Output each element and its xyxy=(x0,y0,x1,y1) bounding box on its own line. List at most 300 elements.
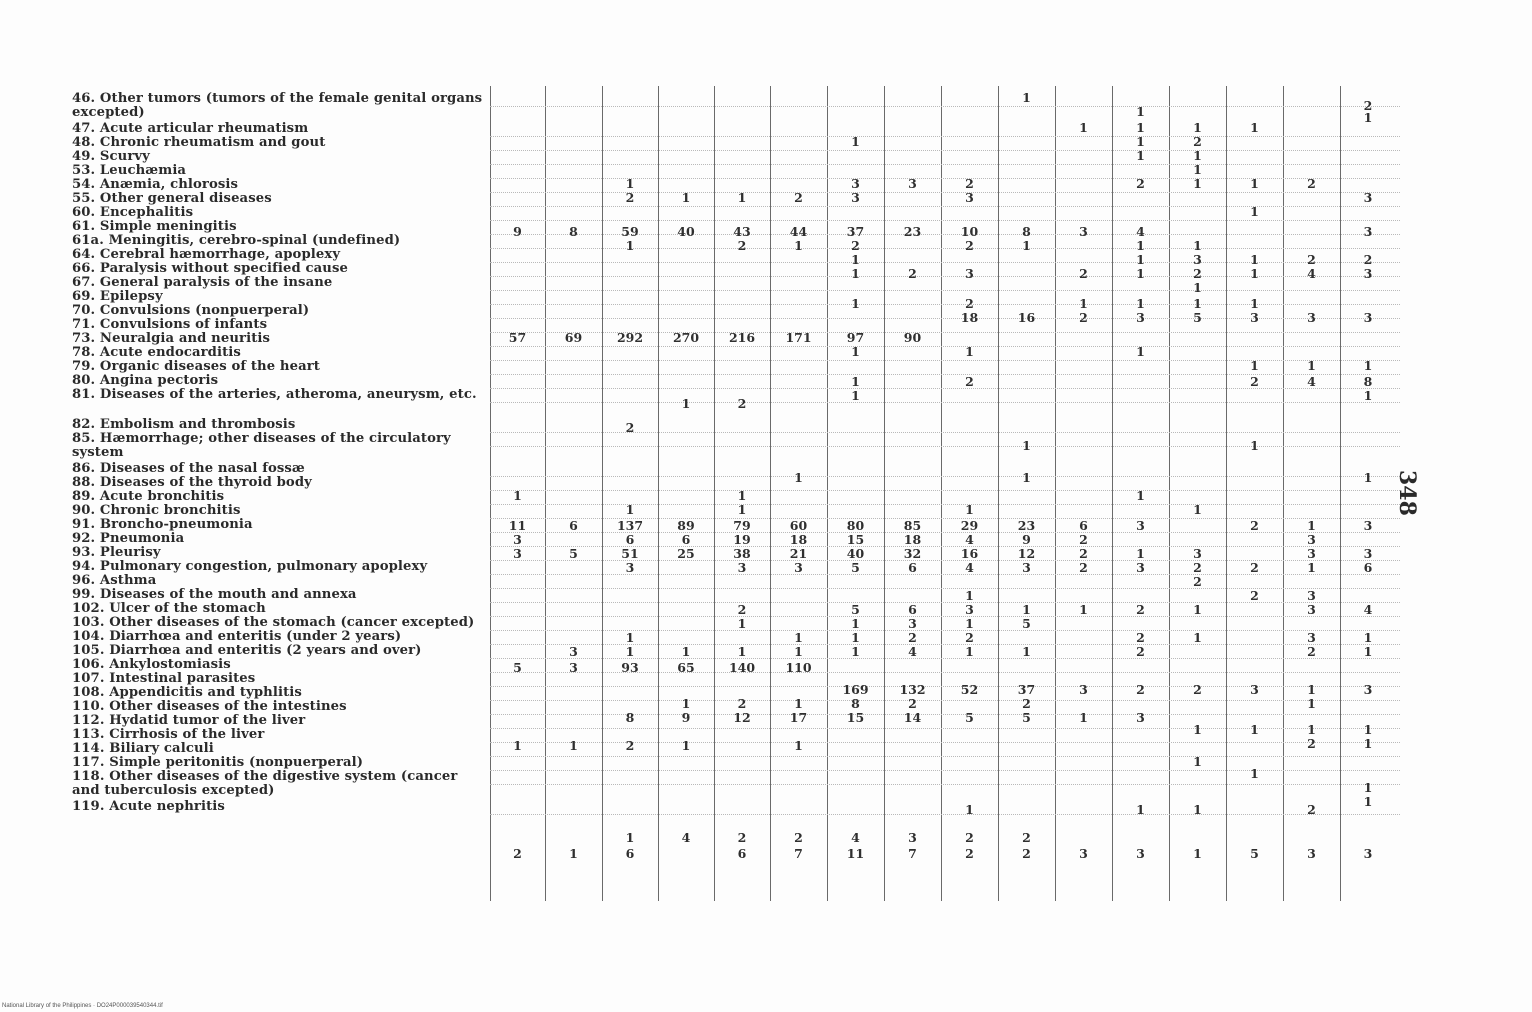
table-cell-value: 1 xyxy=(1022,238,1031,253)
table-cell-value: 1 xyxy=(737,190,747,205)
table-cell-value: 1 xyxy=(1136,238,1145,253)
table-cell-value: 29 xyxy=(960,518,979,533)
table-cell-value: 3 xyxy=(1250,682,1259,697)
table-cell-value: 5 xyxy=(1250,846,1259,861)
table-cell-value: 2 xyxy=(965,374,974,389)
row-label: 103. Other diseases of the stomach (cancer excepted) xyxy=(72,615,475,630)
table-cell-value: 1 xyxy=(851,630,860,645)
table-cell-value: 2 xyxy=(908,630,917,645)
row-label: 67. General paralysis of the insane xyxy=(72,275,333,290)
table-cell-value: 1 xyxy=(569,846,578,861)
row-label: 48. Chronic rheumatism and gout xyxy=(72,135,326,150)
column-rule xyxy=(1169,86,1170,901)
table-cell-value: 80 xyxy=(846,518,865,533)
row-label: 93. Pleurisy xyxy=(72,545,161,560)
table-cell-value: 5 xyxy=(851,602,860,617)
table-cell-value: 1 xyxy=(1136,344,1145,359)
table-cell-value: 1 xyxy=(1022,602,1031,617)
table-cell-value: 6 xyxy=(1079,518,1088,533)
table-cell-value: 1 xyxy=(965,644,974,659)
table-cell-value: 1 xyxy=(1193,802,1202,817)
table-cell-value: 1 xyxy=(794,630,803,645)
row-label: 108. Appendicitis and typhlitis xyxy=(72,685,302,700)
table-cell-value: 3 xyxy=(965,190,974,205)
table-cell-value: 2 xyxy=(1079,310,1088,325)
table-cell-value: 2 xyxy=(1307,644,1316,659)
table-cell-value: 3 xyxy=(1363,682,1373,697)
row-label: 114. Biliary calculi xyxy=(72,741,214,756)
table-cell-value: 1 xyxy=(569,738,578,753)
table-cell-value: 2 xyxy=(1307,802,1316,817)
page-number: 348 xyxy=(1394,470,1420,516)
row-label: 119. Acute nephritis xyxy=(72,799,225,814)
table-cell-value: 5 xyxy=(1193,310,1202,325)
table-cell-value: 1 xyxy=(1136,546,1145,561)
table-cell-value: 2 xyxy=(851,238,860,253)
table-cell-value: 3 xyxy=(1307,532,1316,547)
table-cell-value: 3 xyxy=(625,560,635,575)
row-label: 89. Acute bronchitis xyxy=(72,489,225,504)
table-cell-value: 7 xyxy=(794,846,803,861)
row-label: 81. Diseases of the arteries, atheroma, aneurysm, etc. xyxy=(72,387,477,402)
table-cell-value: 3 xyxy=(1363,846,1373,861)
table-cell-value: 2 xyxy=(1136,644,1145,659)
table-cell-value: 60 xyxy=(789,518,808,533)
table-cell-value: 1 xyxy=(737,616,747,631)
row-label: 102. Ulcer of the stomach xyxy=(72,601,266,616)
table-cell-value: 2 xyxy=(1193,574,1202,589)
row-label: 79. Organic diseases of the heart xyxy=(72,359,320,374)
table-cell-value: 3 xyxy=(1193,252,1202,267)
table-cell-value: 1 xyxy=(794,738,803,753)
table-cell-value: 38 xyxy=(733,546,751,561)
table-cell-value: 97 xyxy=(846,330,865,345)
table-cell-value: 1 xyxy=(1022,90,1031,105)
table-cell-value: 2 xyxy=(1022,846,1031,861)
table-cell-value: 2 xyxy=(1193,266,1202,281)
table-cell-value: 6 xyxy=(1363,560,1373,575)
row-leader xyxy=(490,588,1400,589)
table-cell-value: 2 xyxy=(1079,532,1088,547)
table-cell-value: 3 xyxy=(965,602,974,617)
row-leader xyxy=(490,106,1400,107)
table-cell-value: 11 xyxy=(846,846,865,861)
table-cell-value: 1 xyxy=(1022,644,1031,659)
table-cell-value: 1 xyxy=(1363,794,1373,809)
row-label: 86. Diseases of the nasal fossæ xyxy=(72,461,305,476)
table-cell-value: 1 xyxy=(965,502,974,517)
column-rule xyxy=(545,86,546,901)
column-rule xyxy=(1283,86,1284,901)
row-label: 73. Neuralgia and neuritis xyxy=(72,331,271,346)
row-leader xyxy=(490,700,1400,701)
row-leader xyxy=(490,290,1400,291)
row-label: 49. Scurvy xyxy=(72,149,150,164)
table-cell-value: 2 xyxy=(1250,588,1259,603)
row-leader xyxy=(490,476,1400,477)
row-leader xyxy=(490,346,1400,347)
table-cell-value: 14 xyxy=(903,710,922,725)
table-cell-value: 2 xyxy=(737,238,747,253)
table-cell-value: 2 xyxy=(965,176,974,191)
table-cell-value: 3 xyxy=(1250,310,1259,325)
table-cell-value: 1 xyxy=(1250,358,1259,373)
table-cell-value: 40 xyxy=(846,546,865,561)
table-cell-value: 110 xyxy=(785,660,812,675)
table-cell-value: 2 xyxy=(908,266,917,281)
table-cell-value: 23 xyxy=(1017,518,1036,533)
table-cell-value: 3 xyxy=(1193,546,1202,561)
table-cell-value: 1 xyxy=(1307,722,1316,737)
table-cell-value: 3 xyxy=(794,560,803,575)
table-cell-value: 2 xyxy=(625,738,635,753)
table-cell-value: 51 xyxy=(621,546,639,561)
table-cell-value: 1 xyxy=(1193,722,1202,737)
row-leader xyxy=(490,388,1400,389)
table-cell-value: 3 xyxy=(1136,560,1145,575)
table-cell-value: 1 xyxy=(625,176,635,191)
table-cell-value: 1 xyxy=(1136,266,1145,281)
table-cell-value: 1 xyxy=(851,644,860,659)
table-cell-value: 2 xyxy=(625,190,635,205)
table-cell-value: 1 xyxy=(1136,134,1145,149)
table-cell-value: 3 xyxy=(1079,682,1088,697)
table-cell-value: 1 xyxy=(1193,502,1202,517)
column-rule xyxy=(602,86,603,901)
table-cell-value: 2 xyxy=(1136,630,1145,645)
table-cell-value: 1 xyxy=(1250,722,1259,737)
table-cell-value: 3 xyxy=(737,560,747,575)
table-cell-value: 2 xyxy=(965,630,974,645)
table-cell-value: 65 xyxy=(677,660,695,675)
table-cell-value: 2 xyxy=(513,846,522,861)
row-label: 96. Asthma xyxy=(72,573,157,588)
table-cell-value: 1 xyxy=(851,344,860,359)
row-label: 60. Encephalitis xyxy=(72,205,194,220)
row-label: 106. Ankylostomiasis xyxy=(72,657,231,672)
table-cell-value: 1 xyxy=(1136,252,1145,267)
row-label: 117. Simple peritonitis (nonpuerperal) xyxy=(72,755,364,770)
table-cell-value: 3 xyxy=(908,616,917,631)
table-cell-value: 1 xyxy=(851,296,860,311)
table-cell-value: 44 xyxy=(789,224,808,239)
row-label: 78. Acute endocarditis xyxy=(72,345,241,360)
table-cell-value: 1 xyxy=(965,802,974,817)
table-cell-value: 6 xyxy=(625,532,635,547)
table-cell-value: 1 xyxy=(1363,780,1373,795)
row-label: 80. Angina pectoris xyxy=(72,373,219,388)
table-cell-value: 1 xyxy=(1363,644,1373,659)
table-cell-value: 1 xyxy=(1193,754,1202,769)
table-cell-value: 3 xyxy=(1307,846,1316,861)
row-leader xyxy=(490,150,1400,151)
table-cell-value: 18 xyxy=(903,532,922,547)
table-cell-value: 2 xyxy=(1022,830,1031,845)
row-leader xyxy=(490,784,1400,785)
column-rule xyxy=(1055,86,1056,901)
column-rule xyxy=(941,86,942,901)
table-cell-value: 1 xyxy=(1079,710,1088,725)
table-cell-value: 1 xyxy=(1307,560,1316,575)
table-cell-value: 1 xyxy=(794,470,803,485)
table-cell-value: 23 xyxy=(903,224,922,239)
table-cell-value: 2 xyxy=(1363,252,1373,267)
table-cell-value: 1 xyxy=(737,488,747,503)
column-rule xyxy=(490,86,491,901)
table-cell-value: 2 xyxy=(1136,176,1145,191)
table-cell-value: 3 xyxy=(908,176,917,191)
table-cell-value: 1 xyxy=(1363,470,1373,485)
column-rule xyxy=(827,86,828,901)
table-cell-value: 137 xyxy=(616,518,644,533)
column-rule xyxy=(658,86,659,901)
row-label: 104. Diarrhœa and enteritis (under 2 years) xyxy=(72,629,402,644)
table-cell-value: 8 xyxy=(1022,224,1031,239)
table-cell-value: 1 xyxy=(1193,630,1202,645)
table-cell-value: 3 xyxy=(1079,846,1088,861)
table-cell-value: 1 xyxy=(1193,238,1202,253)
table-cell-value: 15 xyxy=(846,532,865,547)
table-cell-value: 12 xyxy=(733,710,751,725)
table-cell-value: 2 xyxy=(1307,252,1316,267)
row-leader xyxy=(490,490,1400,491)
table-cell-value: 1 xyxy=(851,252,860,267)
table-cell-value: 5 xyxy=(513,660,522,675)
table-cell-value: 2 xyxy=(1250,374,1259,389)
table-cell-value: 1 xyxy=(851,266,860,281)
table-cell-value: 1 xyxy=(681,696,691,711)
table-cell-value: 3 xyxy=(1363,190,1373,205)
table-cell-value: 2 xyxy=(1079,560,1088,575)
table-cell-value: 2 xyxy=(1136,602,1145,617)
table-cell-value: 1 xyxy=(1193,602,1202,617)
table-cell-value: 4 xyxy=(1307,266,1316,281)
table-cell-value: 1 xyxy=(625,830,635,845)
table-cell-value: 1 xyxy=(1250,438,1259,453)
table-cell-value: 1 xyxy=(513,738,522,753)
column-rule xyxy=(1112,86,1113,901)
table-cell-value: 1 xyxy=(965,588,974,603)
row-label: 94. Pulmonary congestion, pulmonary apoplexy xyxy=(72,559,428,574)
table-cell-value: 2 xyxy=(1022,696,1031,711)
table-cell-value: 52 xyxy=(960,682,979,697)
table-cell-value: 1 xyxy=(1307,518,1316,533)
table-cell-value: 3 xyxy=(1136,710,1145,725)
table-cell-value: 5 xyxy=(965,710,974,725)
table-cell-value: 169 xyxy=(842,682,869,697)
table-cell-value: 5 xyxy=(569,546,578,561)
table-cell-value: 1 xyxy=(1250,120,1259,135)
table-cell-value: 4 xyxy=(1363,602,1373,617)
row-label: 54. Anæmia, chlorosis xyxy=(72,177,239,192)
table-cell-value: 2 xyxy=(1307,176,1316,191)
table-cell-value: 1 xyxy=(1250,766,1259,781)
table-cell-value: 1 xyxy=(681,738,691,753)
table-cell-value: 3 xyxy=(513,532,522,547)
table-cell-value: 19 xyxy=(733,532,751,547)
column-rule xyxy=(884,86,885,901)
row-label: 85. Hæmorrhage; other diseases of the circulatory system xyxy=(72,431,451,460)
row-label: 107. Intestinal parasites xyxy=(72,671,256,686)
table-cell-value: 10 xyxy=(960,224,979,239)
row-label: 46. Other tumors (tumors of the female genital organs excepted) xyxy=(72,91,483,120)
table-cell-value: 1 xyxy=(513,488,522,503)
row-label: 105. Diarrhœa and enteritis (2 years and over) xyxy=(72,643,422,658)
table-cell-value: 1 xyxy=(625,630,635,645)
table-cell-value: 3 xyxy=(513,546,522,561)
row-leader xyxy=(490,616,1400,617)
table-cell-value: 3 xyxy=(1022,560,1031,575)
table-cell-value: 2 xyxy=(794,190,803,205)
table-cell-value: 16 xyxy=(1017,310,1036,325)
table-cell-value: 2 xyxy=(737,830,747,845)
table-cell-value: 1 xyxy=(625,644,635,659)
row-label: 53. Leuchæmia xyxy=(72,163,187,178)
table-cell-value: 3 xyxy=(1136,310,1145,325)
table-cell-value: 2 1 xyxy=(1363,98,1373,125)
table-cell-value: 1 xyxy=(851,388,860,403)
table-cell-value: 1 xyxy=(851,374,860,389)
table-cell-value: 3 xyxy=(1136,518,1145,533)
table-cell-value: 292 xyxy=(616,330,644,345)
table-cell-value: 4 xyxy=(1136,224,1145,239)
table-cell-value: 7 xyxy=(908,846,917,861)
table-cell-value: 4 xyxy=(1307,374,1316,389)
row-leader xyxy=(490,164,1400,165)
table-cell-value: 3 xyxy=(569,644,578,659)
table-cell-value: 2 xyxy=(1079,266,1088,281)
table-cell-value: 85 xyxy=(903,518,922,533)
table-cell-value: 1 xyxy=(1022,438,1031,453)
row-leader xyxy=(490,402,1400,403)
data-table-grid xyxy=(490,86,1410,906)
table-cell-value: 2 xyxy=(1193,134,1202,149)
column-rule xyxy=(1340,86,1341,901)
row-label: 113. Cirrhosis of the liver xyxy=(72,727,265,742)
row-label: 92. Pneumonia xyxy=(72,531,185,546)
table-cell-value: 8 xyxy=(851,696,860,711)
table-cell-value: 12 xyxy=(1017,546,1036,561)
table-cell-value: 1 xyxy=(681,396,691,411)
table-cell-value: 16 xyxy=(960,546,979,561)
table-cell-value: 1 xyxy=(1193,176,1202,191)
table-cell-value: 43 xyxy=(733,224,751,239)
row-label: 69. Epilepsy xyxy=(72,289,163,304)
row-leader xyxy=(490,220,1400,221)
table-cell-value: 11 xyxy=(508,518,527,533)
table-cell-value: 8 xyxy=(1363,374,1373,389)
row-label: 110. Other diseases of the intestines xyxy=(72,699,347,714)
footer-credit: National Library of the Philippines · DO24P000039540344.tif xyxy=(2,1003,163,1009)
row-label: 91. Broncho-pneumonia xyxy=(72,517,253,532)
table-cell-value: 15 xyxy=(846,710,865,725)
row-leader xyxy=(490,602,1400,603)
table-cell-value: 3 xyxy=(569,660,578,675)
table-cell-value: 1 xyxy=(1363,358,1373,373)
table-cell-value: 1 xyxy=(794,696,803,711)
table-cell-value: 2 xyxy=(965,830,974,845)
table-cell-value: 21 xyxy=(789,546,808,561)
table-cell-value: 90 xyxy=(903,330,922,345)
table-cell-value: 9 xyxy=(681,710,691,725)
table-cell-value: 4 xyxy=(851,830,860,845)
cause-of-death-label-column xyxy=(72,86,492,906)
table-cell-value: 9 xyxy=(1022,532,1031,547)
table-cell-value: 79 xyxy=(733,518,751,533)
row-leader xyxy=(490,136,1400,137)
table-cell-value: 1 xyxy=(625,238,635,253)
table-cell-value: 1 xyxy=(1250,266,1259,281)
table-cell-value: 1 xyxy=(1193,280,1202,295)
table-cell-value: 40 xyxy=(677,224,695,239)
table-cell-value: 57 xyxy=(508,330,527,345)
table-cell-value: 25 xyxy=(677,546,695,561)
table-cell-value: 1 xyxy=(1136,802,1145,817)
table-cell-value: 1 xyxy=(1136,296,1145,311)
table-cell-value: 1 xyxy=(1136,104,1145,119)
table-cell-value: 1 xyxy=(851,134,860,149)
table-cell-value: 1 xyxy=(1363,630,1373,645)
table-cell-value: 5 xyxy=(1022,616,1031,631)
table-cell-value: 1 xyxy=(1193,148,1202,163)
table-cell-value: 1 xyxy=(737,502,747,517)
table-cell-value: 2 xyxy=(1307,736,1316,751)
table-cell-value: 4 xyxy=(965,532,974,547)
table-cell-value: 1 xyxy=(737,644,747,659)
table-cell-value: 216 xyxy=(728,330,756,345)
table-cell-value: 6 xyxy=(737,846,747,861)
table-cell-value: 8 xyxy=(569,224,578,239)
table-cell-value: 3 xyxy=(1363,310,1373,325)
table-cell-value: 1 xyxy=(1193,296,1202,311)
table-cell-value: 6 xyxy=(681,532,691,547)
table-cell-value: 1 xyxy=(1363,736,1373,751)
table-cell-value: 3 xyxy=(965,266,974,281)
table-cell-value: 2 xyxy=(965,238,974,253)
table-cell-value: 3 xyxy=(1307,310,1316,325)
table-cell-value: 1 xyxy=(1307,682,1316,697)
table-cell-value: 18 xyxy=(789,532,808,547)
table-cell-value: 1 xyxy=(1307,696,1316,711)
row-leader xyxy=(490,756,1400,757)
table-cell-value: 3 xyxy=(851,176,860,191)
table-cell-value: 1 xyxy=(1079,296,1088,311)
table-cell-value: 1 xyxy=(1250,204,1259,219)
table-cell-value: 3 xyxy=(908,830,917,845)
table-cell-value: 1 xyxy=(1193,846,1202,861)
row-label: 71. Convulsions of infants xyxy=(72,317,268,332)
table-cell-value: 3 xyxy=(1307,602,1316,617)
table-cell-value: 2 xyxy=(737,396,747,411)
table-cell-value: 1 xyxy=(625,502,635,517)
row-label: 112. Hydatid tumor of the liver xyxy=(72,713,306,728)
table-cell-value: 4 xyxy=(908,644,917,659)
table-cell-value: 1 xyxy=(1079,120,1088,135)
row-leader xyxy=(490,374,1400,375)
table-cell-value: 171 xyxy=(785,330,812,345)
column-rule xyxy=(770,86,771,901)
table-cell-value: 2 xyxy=(625,420,635,435)
row-label: 47. Acute articular rheumatism xyxy=(72,121,309,136)
table-cell-value: 2 xyxy=(1193,560,1202,575)
table-cell-value: 6 xyxy=(908,602,917,617)
row-label: 82. Embolism and thrombosis xyxy=(72,417,296,432)
table-cell-value: 1 xyxy=(794,644,803,659)
table-cell-value: 3 xyxy=(1363,546,1373,561)
table-cell-value: 89 xyxy=(677,518,695,533)
table-cell-value: 37 xyxy=(846,224,865,239)
table-cell-value: 2 xyxy=(1193,682,1202,697)
